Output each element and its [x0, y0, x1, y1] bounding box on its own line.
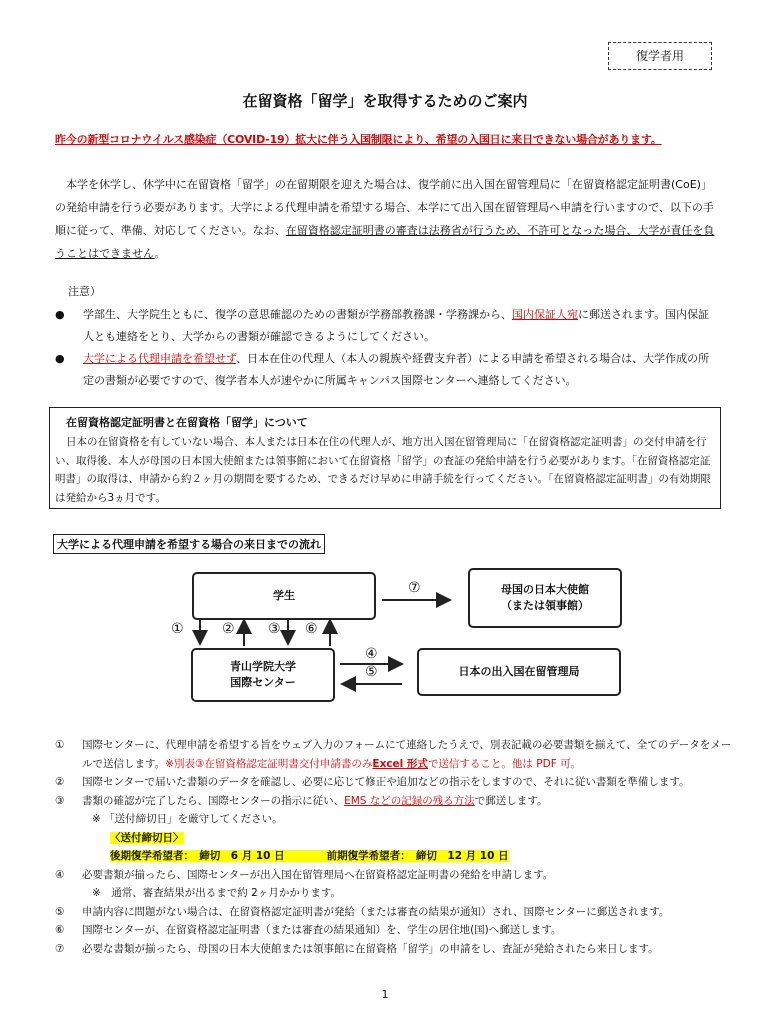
deadline-label-row — [55, 829, 735, 848]
step-1-marker: ① — [171, 621, 184, 637]
step-2-text: 国際センターで届いた書類のデータを確認し、必要に応じて修正や追加などの指示をしますので、それに従い書類を準備します。 — [82, 776, 690, 788]
step-4-marker: ④ — [365, 646, 378, 662]
page-number: 1 — [381, 988, 389, 1001]
step-2 — [55, 773, 735, 792]
step-5 — [55, 903, 735, 922]
center-label-1: 青山学院大学 — [230, 660, 296, 673]
note-item-2 — [55, 348, 720, 392]
step-1-excel: Excel 形式 — [372, 757, 428, 770]
intro-text: 本学を休学し、休学中に在留資格「留学」の在留期限を迎えた場合は、復学前に出入国在留管理局に「在留資格認定証明書(CoE)」の発給申請を行う必要があります。大学による代理申請を希望する場合、本学にて出入国在留管理局へ申請を行いますので、以下の手順に従って、準備、対応してください。なお、 — [55, 178, 714, 237]
step-6 — [55, 921, 735, 940]
step-7 — [55, 940, 735, 959]
step-3-note-text: ※ 「送付締切日」を厳守してください。 — [92, 813, 283, 825]
page-title: 在留資格「留学」を取得するためのご案内 — [242, 92, 528, 110]
note-label: 注意） — [68, 285, 101, 298]
step-5-text: 申請内容に問題がない場合は、在留資格認定証明書が発給（または審査の結果が通知）され、国際センターに郵送されます。 — [82, 905, 670, 918]
step-4-note — [55, 884, 735, 903]
step-3-text-b: で郵送します。 — [474, 794, 548, 807]
bullet-icon: ● — [55, 352, 65, 365]
step-6-text: 国際センターが、在留資格認定証明書（または審査の結果通知）を、学生の居住地(国)へ郵送します。 — [82, 924, 562, 936]
step-3 — [55, 792, 735, 811]
intro-underlined: 在留資格認定証明書の審査は法務省が行うため、不許可となった場合、大学が責任を負うことはできません — [55, 224, 715, 260]
step-3-method: EMS などの記録の残る方法 — [344, 794, 475, 807]
step-4 — [55, 866, 735, 885]
flow-arrows — [0, 560, 770, 710]
note-item-1 — [55, 304, 720, 348]
step-3-marker: ③ — [268, 621, 281, 637]
step-3-text-a: 書類の確認が完了したら、国際センターの指示に従い、 — [82, 794, 345, 807]
step-1-note-a: ※別表③在留資格認定証明書交付申請書のみ — [165, 757, 373, 770]
step-1-text: 国際センターに、代理申請を希望する旨をウェブ入力のフォームにて連絡したうえで、別表記載の必要書類を揃えて、全てのデータをメールで送信します。 — [82, 739, 732, 770]
note-1-text-b: に郵送されます。国内保証人とも連絡をとり、大学からの書類が確認できるようにしてください。 — [83, 308, 710, 343]
flow-title: 大学による代理申請を希望する場合の来日までの流れ — [53, 534, 325, 554]
coe-info-box — [49, 407, 721, 509]
bullet-icon: ● — [55, 308, 65, 321]
deadline-dates: 後期復学希望者： 締切 6 月 10 日 前期復学希望者： 締切 12 月 10 日 — [110, 850, 509, 862]
step-7-text: 必要な書類が揃ったら、母国の日本大使館または領事館に在留資格「留学」の申請をし、査証が発給されたら来日します。 — [82, 942, 659, 955]
step-2-number: ② — [55, 776, 65, 788]
embassy-label-2: （または領事館） — [501, 599, 589, 612]
note-2-text: 、日本在住の代理人（本人の親族や経費支弁者）による申請を希望される場合は、大学作成の所定の書類が必要ですので、復学者本人が速やかに所属キャンパス国際センターへ連絡してください。 — [83, 352, 710, 387]
returnee-tag: 復学者用 — [608, 42, 712, 70]
immigration-label: 日本の出入国在留管理局 — [458, 665, 580, 678]
step-6-number: ⑥ — [55, 924, 65, 936]
intro-paragraph — [55, 173, 720, 265]
step-3-note — [55, 810, 735, 829]
step-7-number: ⑦ — [55, 942, 65, 955]
step-6-marker: ⑥ — [305, 621, 318, 637]
intro-end: 。 — [154, 247, 166, 260]
step-5-number: ⑤ — [55, 905, 65, 918]
step-5-marker: ⑤ — [365, 664, 378, 680]
coe-info-heading: 在留資格認定証明書と在留資格「留学」について — [66, 416, 308, 429]
step-4-note-text: ※ 通常、審査結果が出るまで約 2ヶ月かかります。 — [92, 887, 341, 899]
note-1-highlight: 国内保証人宛 — [512, 308, 578, 321]
student-label: 学生 — [273, 589, 295, 602]
covid-notice: 昨今の新型コロナウイルス感染症（COVID-19）拡大に伴う入国制限により、希望の入国日に来日できない場合があります。 — [55, 133, 662, 146]
coe-info-body: 日本の在留資格を有していない場合、本人または日本在住の代理人が、地方出入国在留管理局に「在留資格認定証明書」の交付申請を行い、取得後、本人が母国の日本国大使館または領事館において在留資格「留学」の査証の発給申請を行う必要があります。「在留資格認定証明書」の取得は、申請から約２ヶ月の期間を要するため、できるだけ早めに申請手続を行ってください。「在留資格認定証明書」の有効期限は発給から3ヵ月です。 — [55, 436, 711, 504]
step-2-marker: ② — [222, 621, 235, 637]
steps-list — [55, 736, 735, 958]
deadline-label: 〈送付締切日〉 — [110, 831, 184, 844]
note-1-text-a: 学部生、大学院生ともに、復学の意思確認のための書類が学務部教務課・学務課から、 — [83, 308, 512, 321]
note-2-highlight: 大学による代理申請を希望せず — [83, 352, 237, 365]
embassy-label-1: 母国の日本大使館 — [501, 583, 589, 596]
center-label-2: 国際センター — [230, 676, 296, 689]
step-1-number: ① — [55, 739, 65, 751]
step-1-note-b: で送信すること。他は PDF 可。 — [427, 757, 582, 770]
step-7-marker: ⑦ — [408, 580, 421, 596]
step-3-number: ③ — [55, 794, 65, 807]
step-1 — [55, 736, 735, 773]
step-4-text: 必要書類が揃ったら、国際センターが出入国在留管理局へ在留資格認定証明書の発給を申請します。 — [82, 868, 554, 881]
deadline-row — [55, 847, 735, 866]
step-4-number: ④ — [55, 868, 65, 881]
